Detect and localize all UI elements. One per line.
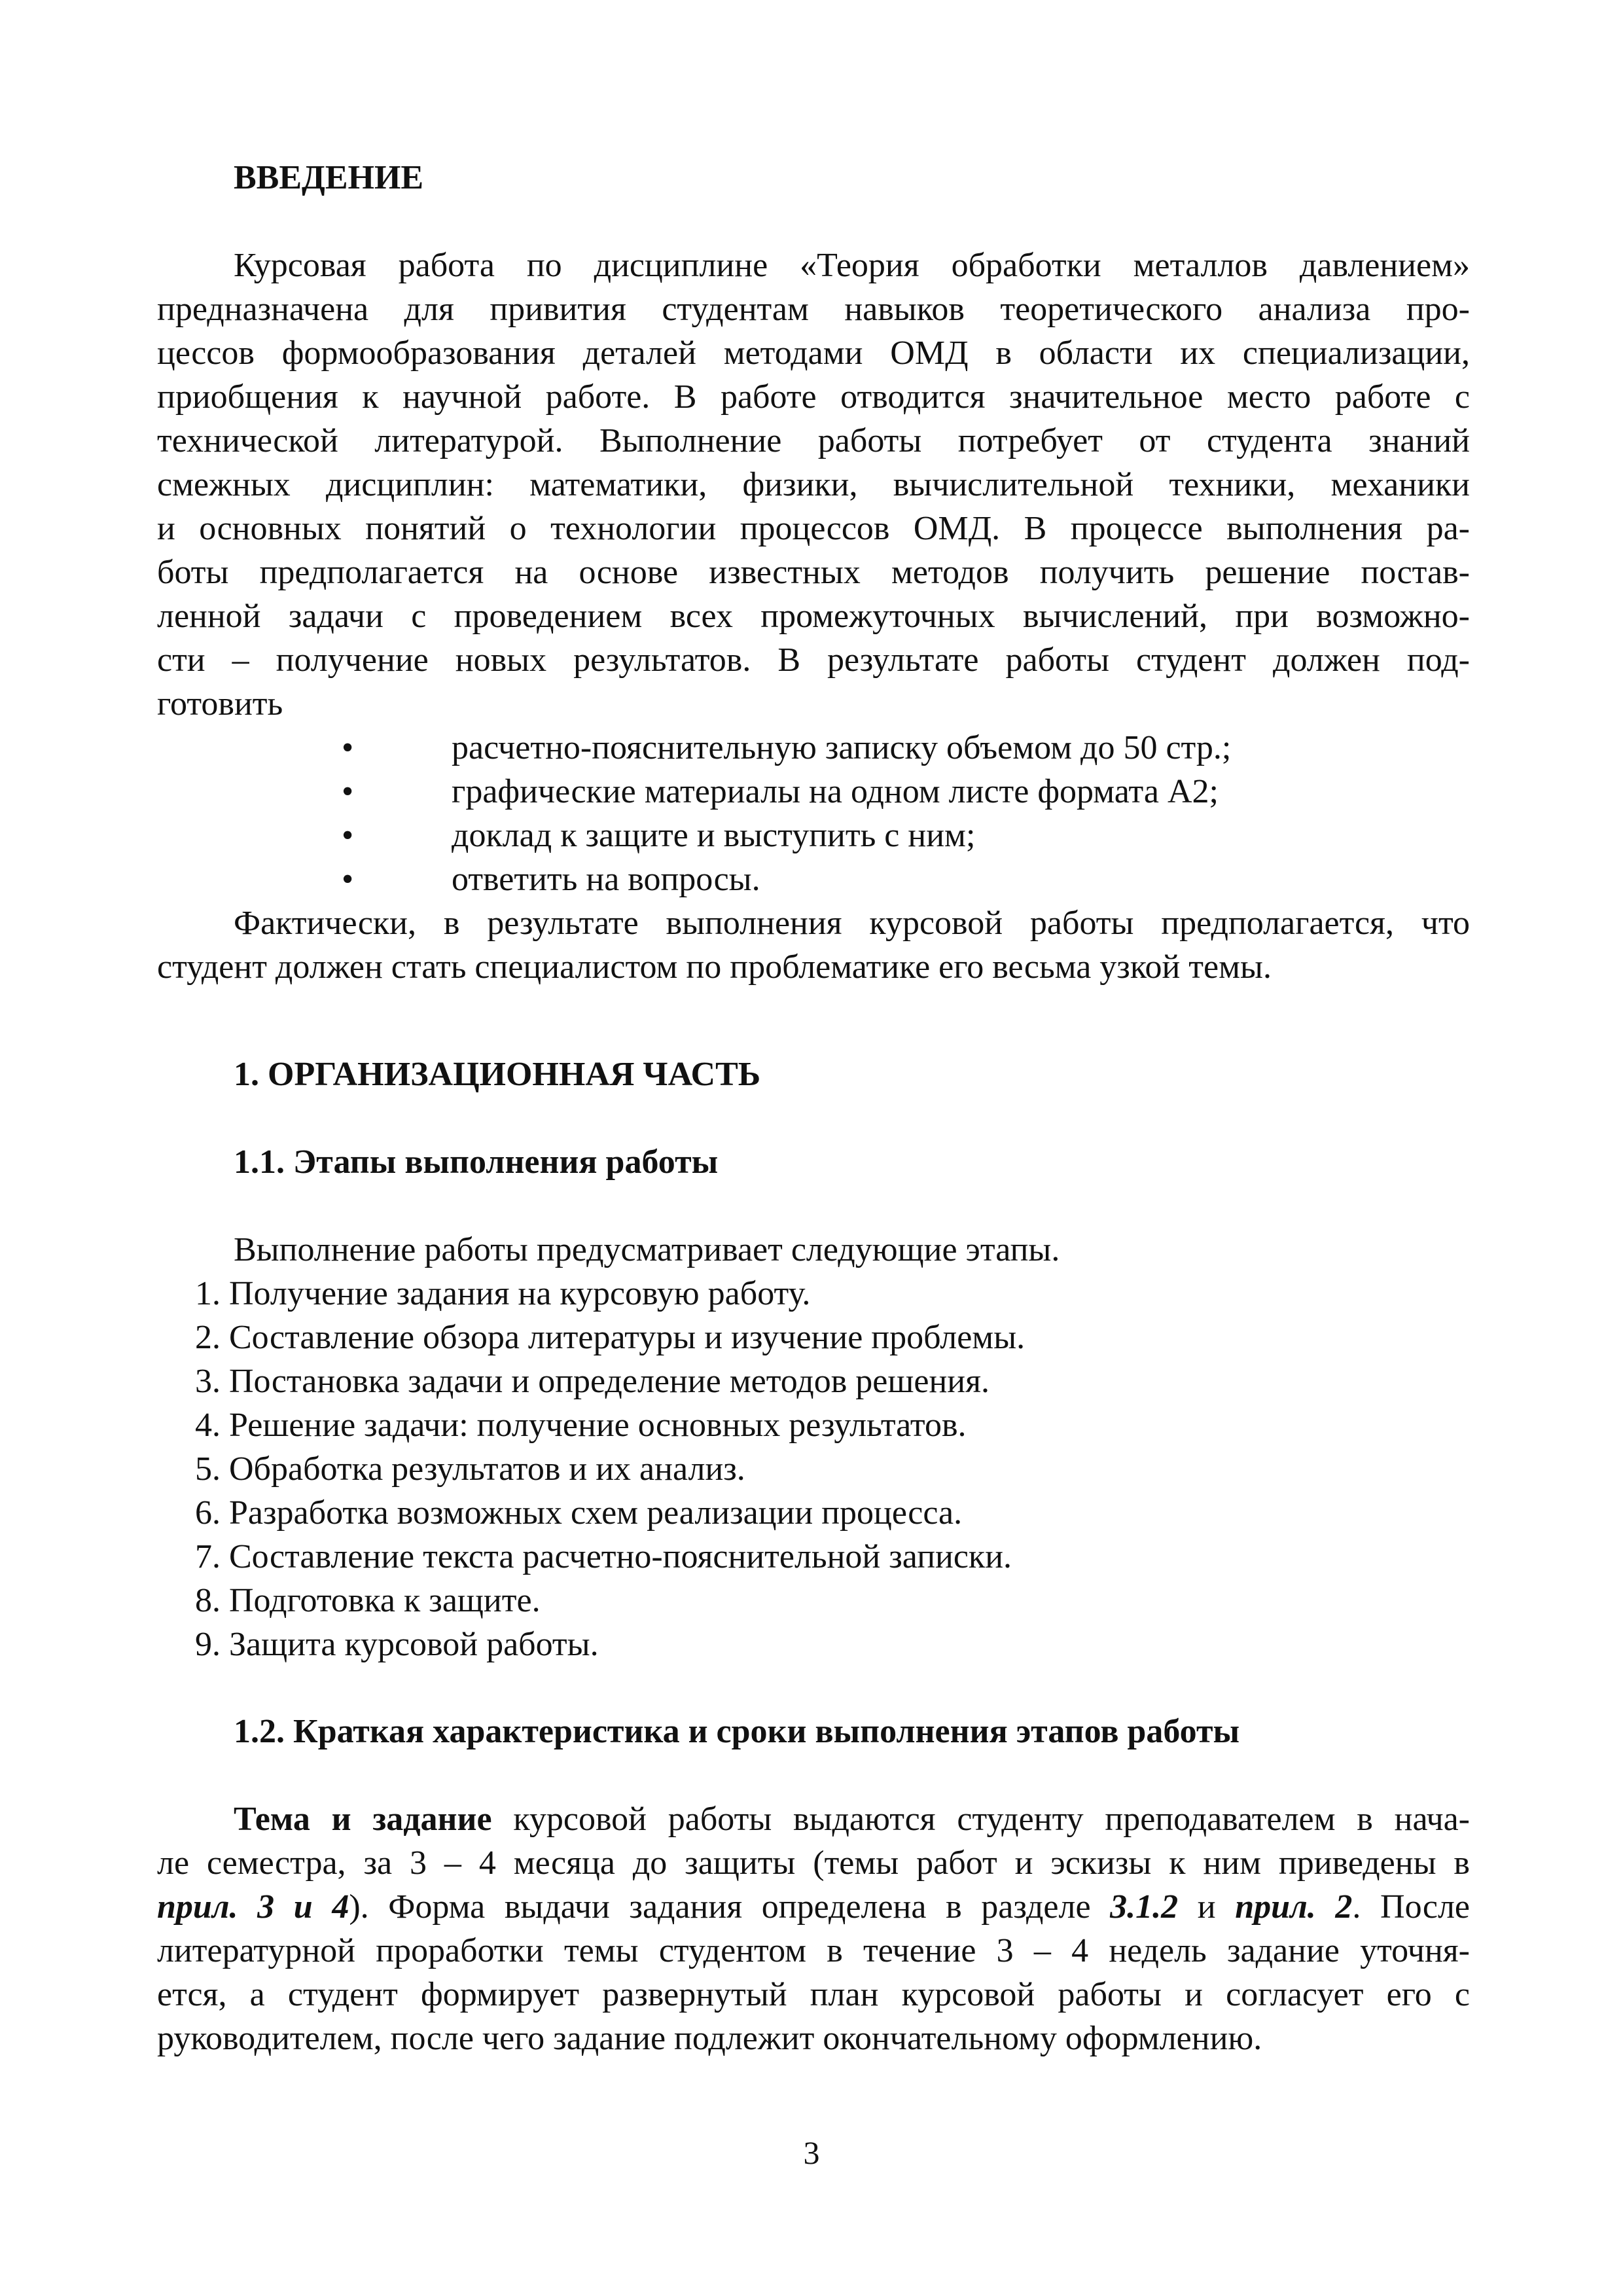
- intro-line: сти – получение новых результатов. В результате работы студент должен под-: [157, 641, 1470, 679]
- paragraph-line: [157, 1797, 1470, 1841]
- intro-line: и основных понятий о технологии процессов ОМД. В процессе выполнения ра-: [157, 510, 1470, 547]
- stages-block: [157, 1228, 1470, 1666]
- bold-term: Тема и задание: [234, 1801, 492, 1838]
- stages-lead: Выполнение работы предусматривает следующие этапы.: [234, 1231, 1060, 1268]
- paragraph-line: литературной проработки темы студентом в течение 3 – 4 недель задание уточня-: [157, 1932, 1470, 1969]
- closing-line: студент должен стать специалистом по проблематике его весьма узкой темы.: [157, 948, 1272, 986]
- list-item: 4. Решение задачи: получение основных результатов.: [195, 1407, 967, 1444]
- list-item: [157, 857, 1470, 901]
- bullet-icon: •: [342, 729, 354, 766]
- paragraph-line: ле семестра, за 3 – 4 месяца до защиты (темы работ и эскизы к ним приведены в: [157, 1844, 1470, 1882]
- list-item: 6. Разработка возможных схем реализации процесса.: [195, 1494, 963, 1532]
- intro-line: технической литературой. Выполнение работы потребует от студента знаний: [157, 422, 1470, 459]
- intro-line: цессов формообразования деталей методами ОМД в области их специализации,: [157, 334, 1470, 372]
- intro-section: [157, 156, 1470, 200]
- list-item: 1. Получение задания на курсовую работу.: [195, 1275, 811, 1312]
- list-item: [157, 770, 1470, 814]
- list-item: [157, 726, 1470, 770]
- intro-paragraph: [157, 243, 1470, 989]
- bullet-icon: •: [342, 817, 354, 854]
- list-item: 9. Защита курсовой работы.: [195, 1626, 599, 1663]
- intro-line: боты предполагается на основе известных методов получить решение постав-: [157, 554, 1470, 591]
- list-item: 7. Составление текста расчетно-пояснительной записки.: [195, 1538, 1012, 1575]
- list-item-text: ответить на вопросы.: [452, 861, 760, 898]
- bullet-icon: •: [342, 861, 354, 898]
- list-item-text: графические материалы на одном листе формата А2;: [452, 773, 1219, 810]
- list-item-text: расчетно-пояснительную записку объемом до 50 стр.;: [452, 729, 1232, 766]
- list-item: [157, 814, 1470, 857]
- deliverables-list: [157, 726, 1470, 901]
- section-1: [157, 1052, 1470, 1096]
- paragraph-text: и: [1178, 1888, 1236, 1926]
- list-item: 3. Постановка задачи и определение методов решения.: [195, 1363, 990, 1400]
- intro-line: приобщения к научной работе. В работе отводится значительное место работе с: [157, 378, 1470, 416]
- subsection-1-1: [157, 1140, 1470, 1184]
- stages-list: [157, 1272, 1470, 1666]
- paragraph-text: курсовой работы выдаются студенту преподавателем в нача-: [491, 1801, 1470, 1838]
- section-heading: 1. ОРГАНИЗАЦИОННАЯ ЧАСТЬ: [234, 1056, 761, 1093]
- list-item-text: доклад к защите и выступить с ним;: [452, 817, 976, 854]
- paragraph-line: ется, а студент формирует развернутый план курсовой работы и согласует его с: [157, 1976, 1470, 2013]
- list-item: 2. Составление обзора литературы и изучение проблемы.: [195, 1319, 1026, 1356]
- closing-line: Фактически, в результате выполнения курсовой работы предполагается, что: [234, 905, 1470, 942]
- intro-line: предназначена для привития студентам навыков теоретического анализа про-: [157, 291, 1470, 328]
- subsection-heading: 1.1. Этапы выполнения работы: [234, 1143, 719, 1181]
- list-item: 8. Подготовка к защите.: [195, 1582, 541, 1619]
- stage-description-paragraph: [157, 1797, 1470, 2060]
- intro-line: готовить: [157, 685, 283, 723]
- appendix-reference: прил. 3 и 4: [157, 1888, 349, 1926]
- paragraph-text: . После: [1352, 1888, 1470, 1926]
- intro-line: смежных дисциплин: математики, физики, вычислительной техники, механики: [157, 466, 1470, 503]
- paragraph-text: ). Форма выдачи задания определена в разделе: [349, 1888, 1111, 1926]
- subsection-heading: 1.2. Краткая характеристика и сроки выполнения этапов работы: [234, 1713, 1240, 1750]
- appendix-reference: прил. 2: [1235, 1888, 1353, 1926]
- page-number: 3: [803, 2134, 820, 2171]
- intro-heading: ВВЕДЕНИЕ: [234, 159, 424, 196]
- intro-line: Курсовая работа по дисциплине «Теория обработки металлов давлением»: [234, 247, 1470, 284]
- paragraph-line: [157, 1885, 1470, 1929]
- paragraph-line: руководителем, после чего задание подлежит окончательному оформлению.: [157, 2020, 1262, 2057]
- intro-line: ленной задачи с проведением всех промежуточных вычислений, при возможно-: [157, 598, 1470, 635]
- bullet-icon: •: [342, 773, 354, 810]
- list-item: 5. Обработка результатов и их анализ.: [195, 1450, 745, 1488]
- section-reference: 3.1.2: [1110, 1888, 1179, 1926]
- subsection-1-2: [157, 1710, 1470, 1753]
